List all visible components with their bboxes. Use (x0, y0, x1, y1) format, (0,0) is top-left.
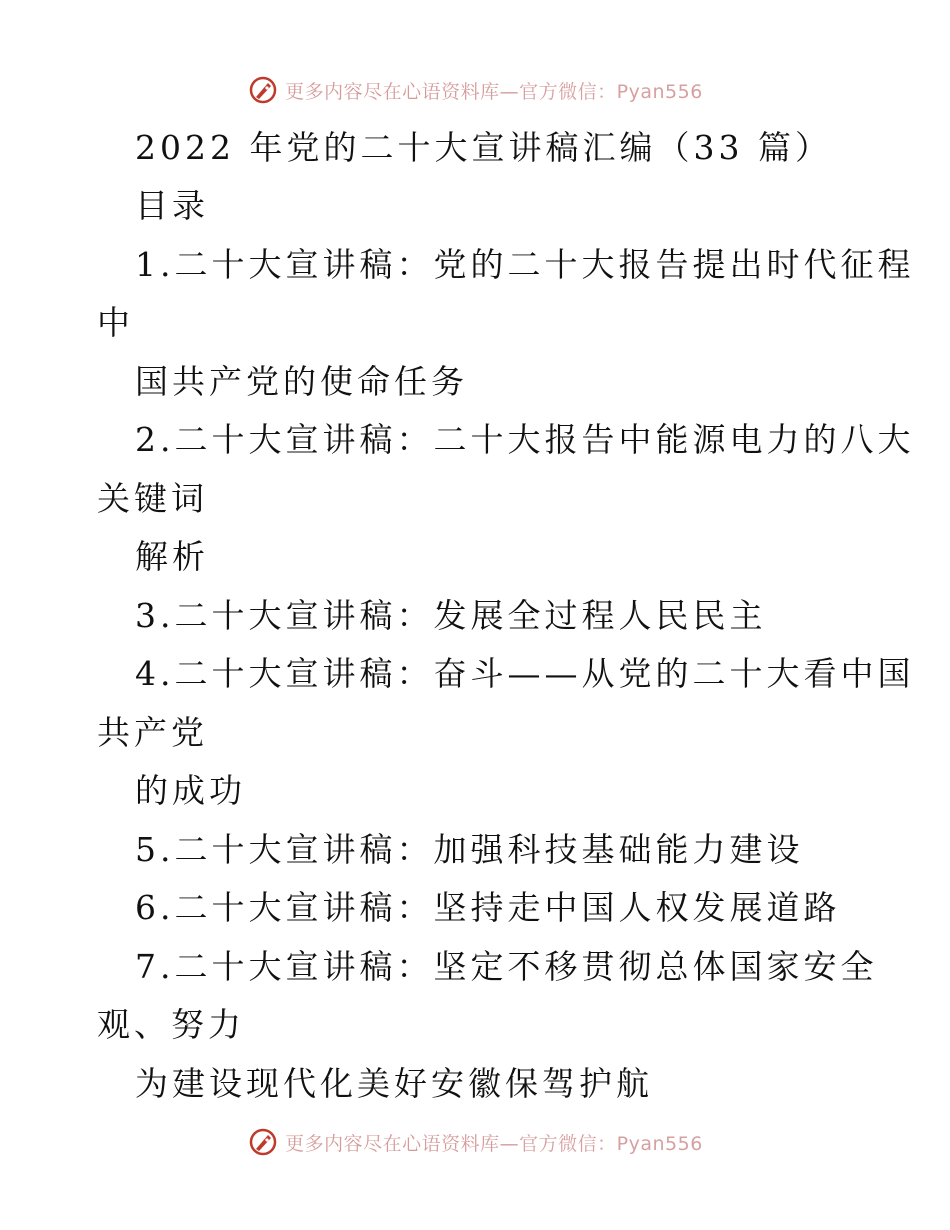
toc-line: 5.二十大宣讲稿：加强科技基础能力建设 (135, 830, 804, 869)
footer-watermark (0, 1122, 950, 1162)
toc-line: 为建设现代化美好安徽保驾护航 (135, 1064, 653, 1103)
toc-line: 7.二十大宣讲稿：坚定不移贯彻总体国家安全 (135, 947, 878, 986)
watermark-text: 更多内容尽在心语资料库—官方微信：Pyan556 (285, 80, 703, 103)
toc-line: 解析 (135, 537, 209, 576)
toc-line: 观、努力 (97, 1005, 245, 1044)
toc-line: 国共产党的使命任务 (135, 362, 468, 401)
toc-line: 4.二十大宣讲稿：奋斗——从党的二十大看中国 (135, 654, 915, 693)
header-watermark (0, 70, 950, 110)
toc-line: 2.二十大宣讲稿：二十大报告中能源电力的八大 (135, 420, 915, 459)
toc-heading: 目录 (135, 186, 209, 225)
toc-line: 中 (97, 303, 134, 342)
toc-line: 共产党 (97, 713, 208, 752)
watermark-text: 更多内容尽在心语资料库—官方微信：Pyan556 (285, 1132, 703, 1155)
pen-nib-logo-icon (247, 1126, 279, 1158)
toc-line: 关键词 (97, 479, 208, 518)
document-title: 2022 年党的二十大宣讲稿汇编（33 篇） (135, 128, 832, 167)
toc-line: 3.二十大宣讲稿：发展全过程人民民主 (135, 596, 767, 635)
toc-line: 1.二十大宣讲稿：党的二十大报告提出时代征程 (135, 245, 915, 284)
pen-nib-logo-icon (247, 74, 279, 106)
toc-line: 6.二十大宣讲稿：坚持走中国人权发展道路 (135, 888, 841, 927)
toc-line: 的成功 (135, 771, 246, 810)
